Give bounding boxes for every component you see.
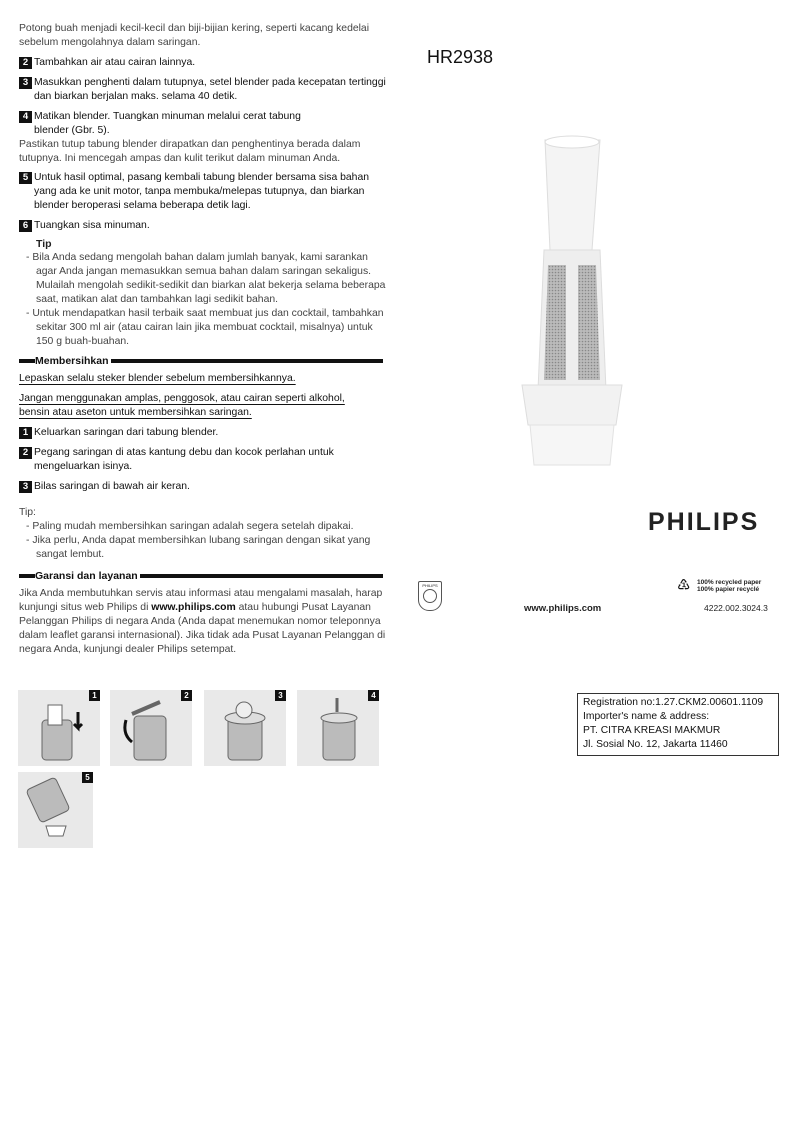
importer-name: PT. CITRA KREASI MAKMUR [583, 725, 721, 736]
importer-address: Jl. Sosial No. 12, Jakarta 11460 [583, 739, 728, 750]
cleaning-warning-1: Lepaskan selalu steker blender sebelum membersihkannya. [19, 373, 296, 384]
step-text: Bilas saringan di bawah air keran. [34, 481, 190, 492]
step-number: 2 [19, 447, 32, 459]
figure-3 [204, 690, 286, 766]
step-text: Tuangkan sisa minuman. [34, 220, 150, 231]
cleaning-tip-title: Tip: [19, 507, 36, 518]
step-3 [19, 76, 391, 104]
figure-5 [18, 772, 93, 848]
registration-box [577, 693, 779, 756]
figure-4 [297, 690, 379, 766]
philips-logo: PHILIPS [648, 508, 760, 536]
figure-number: 1 [89, 690, 100, 701]
step-number: 2 [19, 57, 32, 69]
instructions-column [19, 22, 391, 657]
tip-title: Tip [36, 238, 52, 250]
cleaning-tip: - Paling mudah membersihkan saringan adalah segera setelah dipakai. [26, 521, 354, 532]
step-number: 5 [19, 172, 32, 184]
figure-number: 3 [275, 690, 286, 701]
step-5 [19, 171, 391, 213]
website-link[interactable]: www.philips.com [151, 602, 236, 613]
warranty-heading [19, 570, 383, 582]
document-code: 4222.002.3024.3 [704, 603, 768, 613]
cleaning-warning-2: Jangan menggunakan amplas, penggosok, atau cairan seperti alkohol, bensin atau aseton untuk membersihkan saringan. [19, 393, 345, 418]
tip-item: - Untuk mendapatkan hasil terbaik saat membuat jus dan cocktail, tambahkan sekitar 300 ml air (atau cairan lain jika membuat cocktail, misalnya) untuk 150 g buah-buahan. [26, 308, 384, 347]
figure-number: 5 [82, 772, 93, 783]
step-number: 4 [19, 111, 32, 123]
step-number: 3 [19, 481, 32, 493]
recycle-text: 100% recycled paper 100% papier recyclé [697, 579, 762, 593]
step-6 [19, 219, 391, 233]
step-number: 3 [19, 77, 32, 89]
tip-item: - Bila Anda sedang mengolah bahan dalam jumlah banyak, kami sarankan agar Anda jangan memasukkan semua bahan dalam saringan sekaligus. Mulailah mengolah sedikit-sedikit dan biarkan alat bekerja selama beberapa saat, matikan alat dan tambahkan lagi sedikit bahan. [26, 252, 386, 305]
figure-number: 4 [368, 690, 379, 701]
step-text: Tambahkan air atau cairan lainnya. [34, 57, 196, 68]
step-number: 1 [19, 427, 32, 439]
step-text: Pegang saringan di atas kantung debu dan kocok perlahan untuk mengeluarkan isinya. [34, 447, 334, 472]
filter-product-image [500, 130, 640, 485]
step-4-note: Pastikan tutup tabung blender dirapatkan dan penghentinya berada dalam tutupnya. Ini mencegah ampas dan kulit terikut dalam minuman Anda. [19, 139, 361, 164]
warranty-text: Jika Anda membutuhkan servis atau informasi atau mengalami masalah, harap kunjungi situs web Philips di www.philips.com atau hubungi Pusat Layanan Pelanggan Philips di negara Anda (Anda dapat menemukan nomor teleponnya dalam leaflet garansi internasional). Jika tidak ada Pusat Layanan Pelanggan di negara Anda, kunjungi dealer Philips setempat. [19, 588, 386, 655]
registration-number: Registration no:1.27.CKM2.00601.1109 [583, 697, 764, 708]
importer-label: Importer's name & address: [583, 711, 710, 722]
cleaning-tip: - Jika perlu, Anda dapat membersihkan lubang saringan dengan sikat yang sangat lembut. [26, 535, 371, 560]
figure-2 [110, 690, 192, 766]
clean-step-1 [19, 426, 391, 440]
cleaning-heading [19, 355, 383, 367]
figure-1 [18, 690, 100, 766]
model-number: HR2938 [427, 47, 494, 67]
heading-text: Garansi dan layanan [35, 570, 138, 582]
step-text: Keluarkan saringan dari tabung blender. [34, 427, 219, 438]
step-number: 6 [19, 220, 32, 232]
step-text: Untuk hasil optimal, pasang kembali tabung blender bersama sisa bahan yang ada ke unit motor, tanpa membuka/melepas tutupnya, dan biarkan blender beroperasi selama beberapa detik lagi. [34, 172, 370, 211]
philips-shield-logo: PHILIPS [418, 581, 442, 611]
step-4 [19, 110, 334, 138]
footer-website: www.philips.com [524, 603, 602, 614]
step-text: Masukkan penghenti dalam tutupnya, setel blender pada kecepatan tertinggi dan biarkan berjalan maks. selama 40 detik. [34, 77, 386, 102]
step-2 [19, 56, 391, 70]
heading-text: Membersihkan [35, 355, 109, 367]
clean-step-2 [19, 446, 391, 474]
step-text: Matikan blender. Tuangkan minuman melalui cerat tabung blender (Gbr. 5). [34, 111, 301, 136]
recycle-icon: ♳ [677, 576, 691, 594]
intro-text: Potong buah menjadi kecil-kecil dan biji-bijian kering, seperti kacang kedelai sebelum mengolahnya dalam saringan. [19, 23, 370, 48]
clean-step-3 [19, 480, 391, 494]
figure-number: 2 [181, 690, 192, 701]
